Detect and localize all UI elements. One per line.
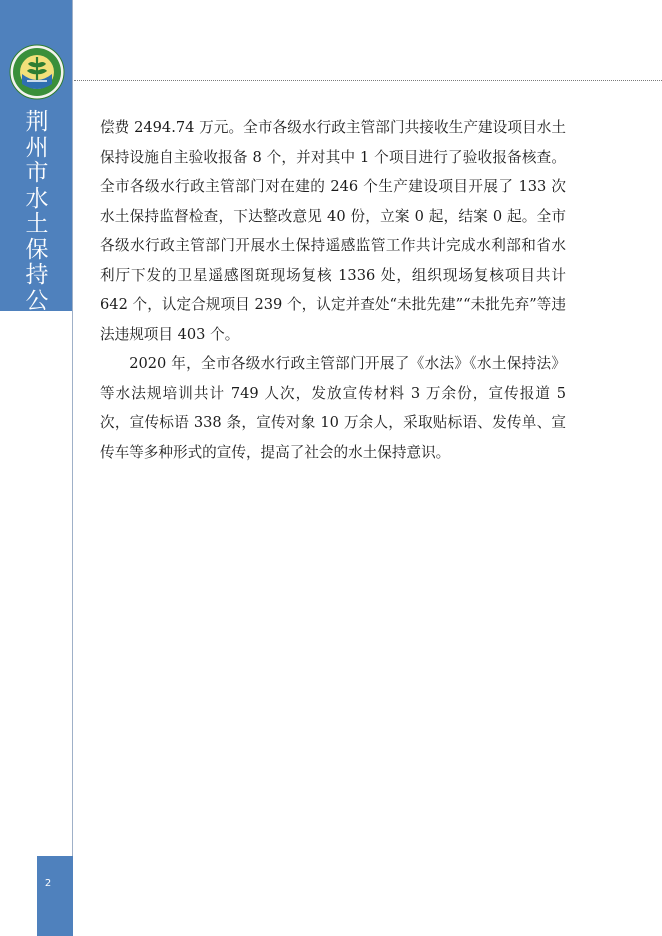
page-number: 2 [44,878,52,889]
body-text [100,113,566,467]
sidebar-band [0,0,72,339]
paragraph-2: 2020 年，全市各级水行政主管部门开展了《水法》《水土保持法》等水法规培训共计 749 人次，发放宣传材料 3 万余份，宣传报道 5 次，宣传标语 338 条，宣传对象 10 万余人，采取贴标语、发传单、宣传车等多种形式的宣传，提高了社会的水土保持意识。 [100,355,566,461]
report-title-vertical: 荆州市水土保持公报 [25,109,49,339]
paragraph-1: 偿费 2494.74 万元。全市各级水行政主管部门共接收生产建设项目水土保持设施自主验收报备 8 个，并对其中 1 个项目进行了验收报备核查。全市各级水行政主管部门对在建的 246 个生产建设项目开展了 133 次水土保持监督检查，下达整改意见 40 份，立案 0 起，结案 0 起。全市各级水行政主管部门开展水土保持遥感监管工作共计完成水利部和省水利厅下发的卫星遥感图斑现场复核 1336 处，组织现场复核项目共计 642 个，认定合规项目 239 个，认定并查处“未批先建”“未批先弃”等违法违规项目 403 个。 [100,119,566,343]
page-number-badge [37,856,73,936]
water-conservation-emblem-icon [9,44,65,100]
sidebar-divider [72,0,73,936]
header-dotted-divider [74,80,662,81]
